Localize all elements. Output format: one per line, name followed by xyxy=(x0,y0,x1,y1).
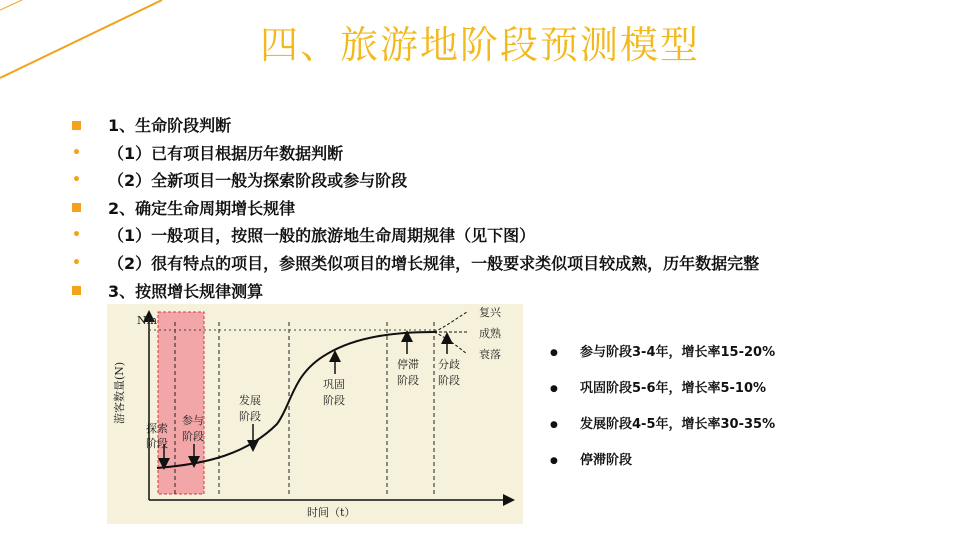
bullet-item: • （2）全新项目一般为探索阶段或参与阶段 xyxy=(72,167,912,195)
bullet-item: 3、按照增长规律测算 xyxy=(72,278,912,306)
lifecycle-svg xyxy=(107,304,523,524)
x-axis-label: 时间（t） xyxy=(307,506,356,519)
dot-bullet-icon: • xyxy=(72,144,81,161)
bullet-dot-icon: ● xyxy=(550,420,558,430)
stage-summary-item: ● 巩固阶段5-6年，增长率5-10% xyxy=(550,374,910,410)
dot-bullet-icon: • xyxy=(72,227,81,244)
consolidate-label-2: 阶段 xyxy=(323,394,345,407)
bullet-item: • （1）已有项目根据历年数据判断 xyxy=(72,140,912,168)
bullet-item: • （2）很有特点的项目，参照类似项目的增长规律，一般要求类似项目较成熟，历年数据完整 xyxy=(72,250,912,278)
bullet-dot-icon: ● xyxy=(550,456,558,466)
stage-summary-item: ● 参与阶段3-4年，增长率15-20% xyxy=(550,338,910,374)
dot-bullet-icon: • xyxy=(72,254,81,271)
stage-summary-item: ● 停滞阶段 xyxy=(550,446,910,482)
square-bullet-icon xyxy=(72,112,90,140)
square-bullet-icon xyxy=(72,195,90,223)
branch-label-revive: 复兴 xyxy=(479,306,501,319)
consolidate-label-1: 巩固 xyxy=(323,378,345,391)
branch-label-decline: 衰落 xyxy=(479,348,501,361)
involve-label-1: 参与 xyxy=(182,414,204,427)
square-bullet-icon xyxy=(72,278,90,306)
dot-bullet-icon: • xyxy=(72,172,81,189)
lifecycle-diagram xyxy=(107,304,523,524)
stagnate-label-1: 停滞 xyxy=(397,358,419,371)
involve-label-2: 阶段 xyxy=(182,430,204,443)
bullet-dot-icon: ● xyxy=(550,384,558,394)
bullet-list xyxy=(72,112,912,305)
y-axis-label: 游客数量(N) xyxy=(113,361,126,424)
explore-label-1: 探索 xyxy=(146,422,168,435)
y-axis-symbol: Nm xyxy=(137,314,158,327)
slide-title: 四、旅游地阶段预测模型 xyxy=(259,23,700,67)
bullet-item: 1、生命阶段判断 xyxy=(72,112,912,140)
explore-label-2: 阶段 xyxy=(146,437,168,450)
branch-label-mature: 成熟 xyxy=(479,327,501,340)
bullet-dot-icon: ● xyxy=(550,348,558,358)
stagnate-label-2: 阶段 xyxy=(397,374,419,387)
bullet-item: • （1）一般项目，按照一般的旅游地生命周期规律（见下图） xyxy=(72,222,912,250)
stage-summary-item: ● 发展阶段4-5年，增长率30-35% xyxy=(550,410,910,446)
develop-label-2: 阶段 xyxy=(239,410,261,423)
bullet-item: 2、确定生命周期增长规律 xyxy=(72,195,912,223)
diverge-label-2: 阶段 xyxy=(438,374,460,387)
diverge-label-1: 分歧 xyxy=(438,358,460,371)
develop-label-1: 发展 xyxy=(239,394,261,407)
stage-summary-list xyxy=(550,338,910,482)
